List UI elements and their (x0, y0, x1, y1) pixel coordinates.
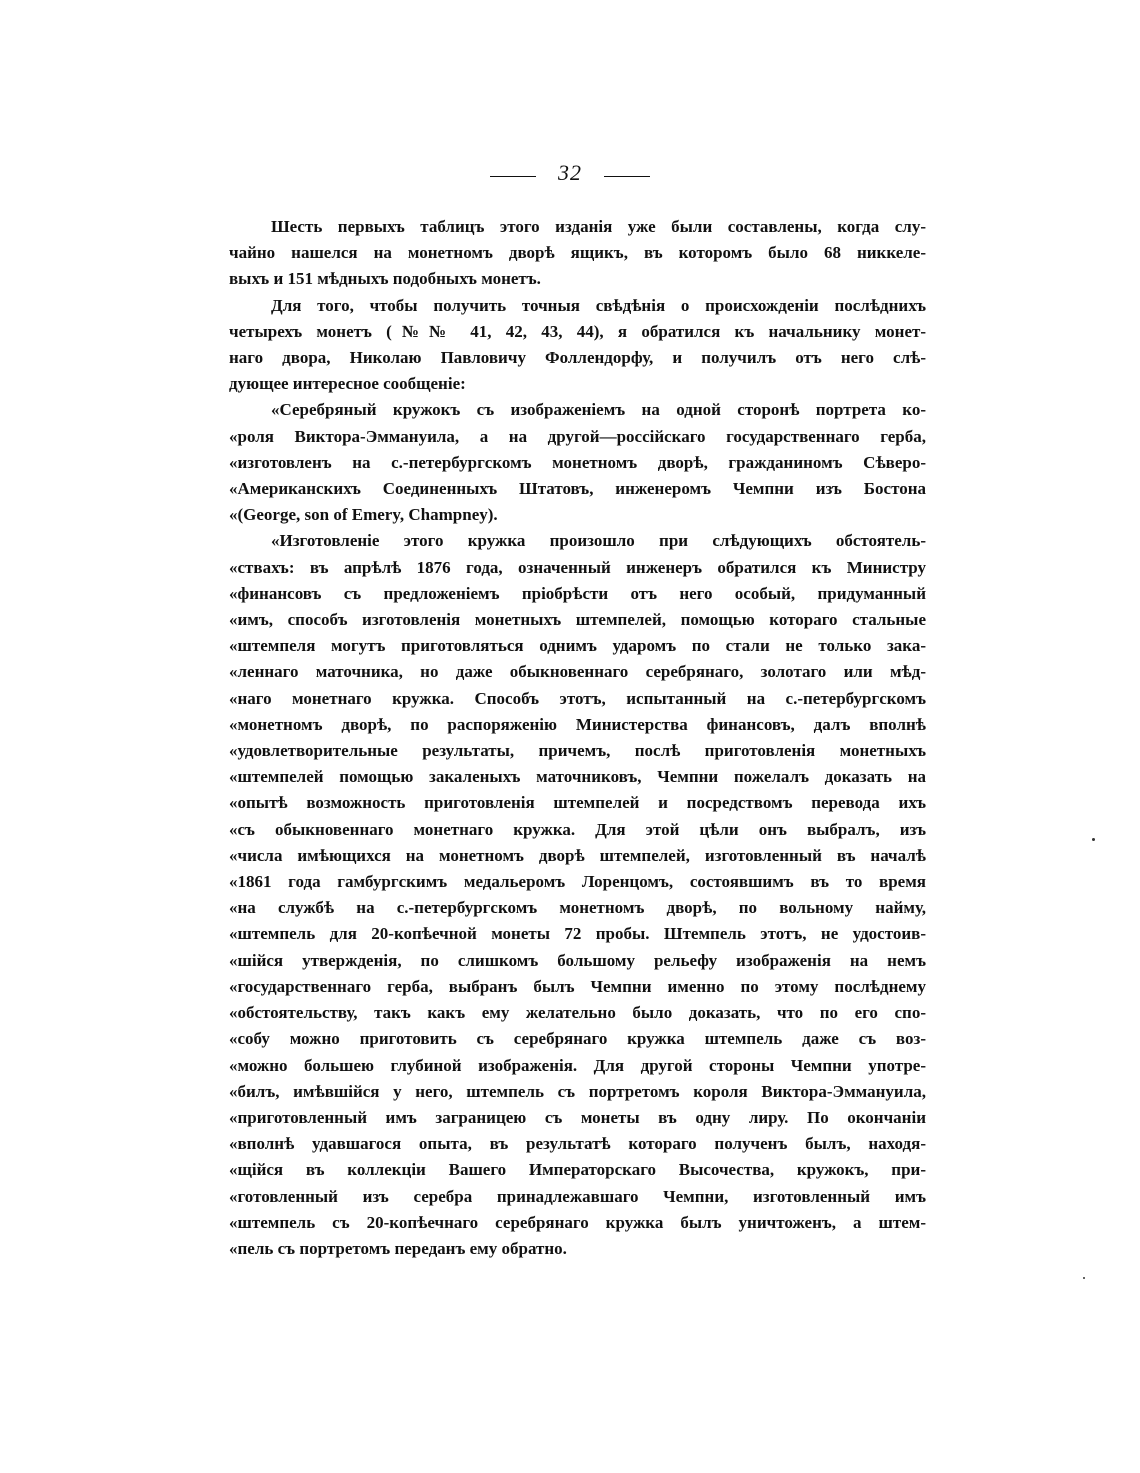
paragraph (229, 397, 926, 528)
text-line: «шійся утвержденія, по слишкомъ большому рельефу изображенія на немъ (229, 950, 926, 970)
text-line: «финансовъ съ предложеніемъ пріобрѣсти отъ него особый, придуманный (229, 583, 926, 603)
text-line: «Американскихъ Соединенныхъ Штатовъ, инженеромъ Чемпни изъ Бостона (229, 479, 926, 499)
text-line: «щійся въ коллекціи Вашего Императорскаго Высочества, кружокъ, при- (229, 1160, 926, 1180)
text-line: четырехъ монетъ (№№ 41, 42, 43, 44), я обратился къ начальнику монет- (229, 321, 926, 341)
text-line: Для того, чтобы получить точныя свѣдѣнія о происхожденіи послѣднихъ (271, 295, 926, 315)
scan-speck (1092, 838, 1095, 841)
text-line: «обстоятельству, такъ какъ ему желательно было доказать, что по его спо- (229, 1003, 926, 1023)
text-line: «1861 года гамбургскимъ медальеромъ Лоренцомъ, состоявшимъ въ то время (229, 872, 926, 892)
text-line: «приготовленный имъ заграницею съ монеты въ одну лиру. По окончаніи (229, 1107, 926, 1127)
page-number: 32 (558, 160, 582, 185)
paragraph (229, 293, 926, 398)
text-line: «Изготовленіе этого кружка произошло при слѣдующихъ обстоятель- (271, 531, 926, 551)
text-line: «опытѣ возможность приготовленія штемпелей и посредствомъ перевода ихъ (229, 793, 926, 813)
text-line: выхъ и 151 мѣдныхъ подобныхъ монетъ. (229, 269, 541, 289)
text-line: «удовлетворительные результаты, причемъ, послѣ приготовленія монетныхъ (229, 741, 926, 761)
header-rule-right (604, 176, 650, 177)
text-line: «числа имѣющихся на монетномъ дворѣ штемпелей, изготовленный въ началѣ (229, 845, 926, 865)
text-line: чайно нашелся на монетномъ дворѣ ящикъ, въ которомъ было 68 никкеле- (229, 243, 926, 263)
text-line: дующее интересное сообщеніе: (229, 374, 466, 394)
paragraph (229, 214, 926, 293)
scan-speck (1083, 1277, 1085, 1279)
page-header (0, 158, 1140, 188)
text-line: «имъ, способъ изготовленія монетныхъ штемпелей, помощью котораго стальные (229, 610, 926, 630)
body-text (229, 214, 926, 1262)
text-line: «наго монетнаго кружка. Способъ этотъ, испытанный на с.-петербургскомъ (229, 688, 926, 708)
text-line: «пель съ портретомъ переданъ ему обратно. (229, 1238, 567, 1258)
text-line: «роля Виктора-Эммануила, а на другой—россійскаго государственнаго герба, (229, 426, 926, 446)
text-line: «штемпель для 20-копѣечной монеты 72 пробы. Штемпель этотъ, не удостоив- (229, 924, 926, 944)
header-rule-left (490, 176, 536, 177)
text-line: «вполнѣ удавшагося опыта, въ результатѣ котораго полученъ былъ, находя- (229, 1134, 926, 1154)
text-line: «изготовленъ на с.-петербургскомъ монетномъ дворѣ, гражданиномъ Сѣверо- (229, 452, 926, 472)
paragraph (229, 528, 926, 1262)
text-line: «штемпелей помощью закаленыхъ маточниковъ, Чемпни пожелалъ доказать на (229, 767, 926, 787)
text-line: «на службѣ на с.-петербургскомъ монетномъ дворѣ, по вольному найму, (229, 898, 926, 918)
text-line: наго двора, Николаю Павловичу Фоллендорфу, и получилъ отъ него слѣ- (229, 348, 926, 368)
text-line: «Серебряный кружокъ съ изображеніемъ на одной сторонѣ портрета ко- (271, 400, 926, 420)
text-line: Шесть первыхъ таблицъ этого изданія уже были составлены, когда слу- (271, 217, 926, 236)
text-line: «билъ, имѣвшійся у него, штемпель съ портретомъ короля Виктора-Эммануила, (229, 1081, 926, 1101)
text-line: «съ обыкновеннаго монетнаго кружка. Для этой цѣли онъ выбралъ, изъ (229, 819, 926, 839)
text-line: «государственнаго герба, выбранъ былъ Чемпни именно по этому послѣднему (229, 976, 926, 996)
text-line: «(George, son of Emery, Champney). (229, 505, 498, 525)
text-line: «ствахъ: въ апрѣлѣ 1876 года, означенный инженеръ обратился къ Министру (229, 557, 926, 577)
text-line: «леннаго маточника, но даже обыкновеннаго серебрянаго, золотаго или мѣд- (229, 662, 926, 682)
text-line: «можно большею глубиной изображенія. Для другой стороны Чемпни употре- (229, 1055, 926, 1075)
text-line: «собу можно приготовить съ серебрянаго кружка штемпель даже съ воз- (229, 1029, 926, 1049)
text-line: «готовленный изъ серебра принадлежавшаго Чемпни, изготовленный имъ (229, 1186, 926, 1206)
text-line: «монетномъ дворѣ, по распоряженію Министерства финансовъ, далъ вполнѣ (229, 714, 926, 734)
text-line: «штемпеля могутъ приготовляться однимъ ударомъ по стали не только зака- (229, 636, 926, 656)
text-line: «штемпель съ 20-копѣечнаго серебрянаго кружка былъ уничтоженъ, а штем- (229, 1212, 926, 1232)
